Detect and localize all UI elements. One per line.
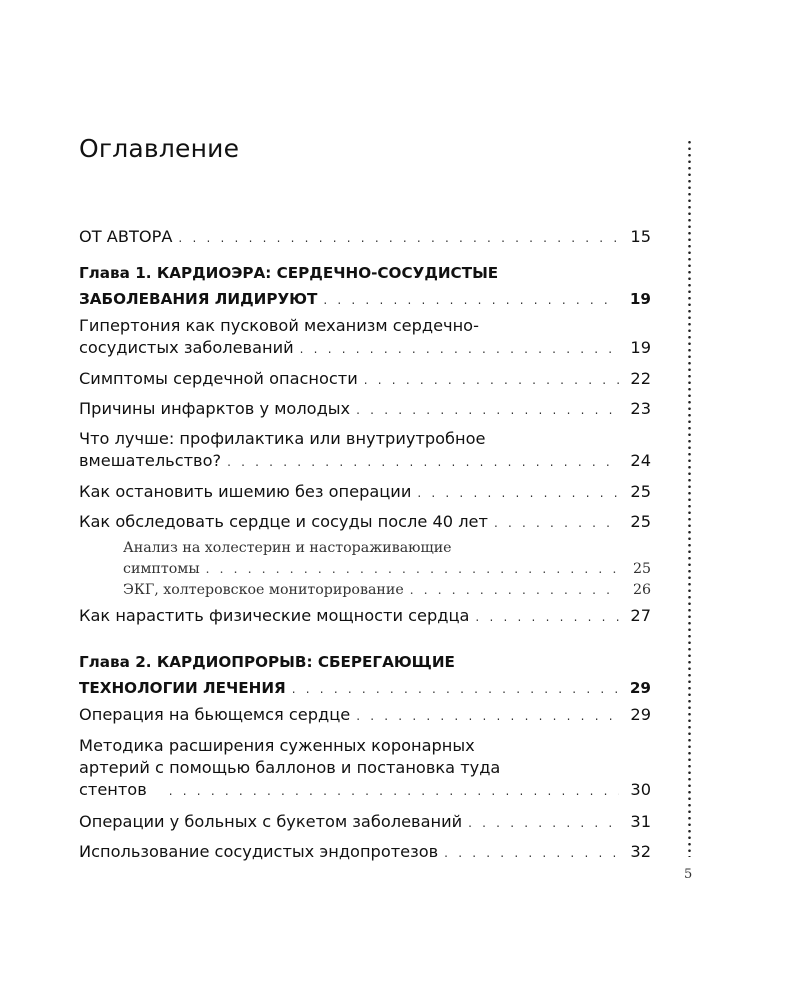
toc-entry-title-line2: сосудистых заболеваний xyxy=(79,338,294,357)
dot-leader xyxy=(206,559,619,580)
toc-entry-title-line1: Гипертония как пусковой механизм сердечно- xyxy=(79,316,479,335)
dot-leader xyxy=(300,338,619,360)
toc-entry-title-line2: симптомы xyxy=(123,561,200,577)
toc-page-number: 25 xyxy=(632,561,651,577)
toc-entry-title-line1: Глава 1. КАРДИОЭРА: СЕРДЕЧНО-СОСУДИСТЫЕ xyxy=(79,264,499,282)
toc-entry-title-line2: артерий с помощью баллонов и постановка туда xyxy=(79,758,501,777)
page-title: Оглавление xyxy=(79,134,240,163)
dotted-margin-rule xyxy=(688,139,691,857)
toc-entry-title-line1: Анализ на холестерин и настораживающие xyxy=(123,540,452,556)
toc-page-number: 19 xyxy=(630,338,651,357)
toc-page-number: 31 xyxy=(630,812,651,831)
toc-entry-stents[interactable] xyxy=(79,735,651,802)
toc-entry-title: ЭКГ, холтеровское мониторирование xyxy=(123,582,404,598)
toc-entry-title: ОТ АВТОРА xyxy=(79,227,173,246)
toc-entry-title-line1: Что лучше: профилактика или внутриутробное xyxy=(79,429,486,448)
toc-page-number: 27 xyxy=(630,606,651,625)
toc-entry-chapter-2[interactable] xyxy=(79,651,651,700)
dot-leader xyxy=(227,451,619,473)
dot-leader xyxy=(475,606,619,628)
toc-entry-title: Использование сосудистых эндопротезов xyxy=(79,842,439,861)
toc-entry-symptoms[interactable] xyxy=(79,368,651,391)
toc-subentry-ecg[interactable] xyxy=(123,580,651,601)
toc-entry-title-line2: ЗАБОЛЕВАНИЯ ЛИДИРУЮТ xyxy=(79,290,318,308)
dot-leader xyxy=(494,512,619,534)
toc-page-number: 15 xyxy=(630,227,651,246)
toc-entry-title-line2: вмешательство? xyxy=(79,451,222,470)
toc-entry-multiple-diseases[interactable] xyxy=(79,811,651,834)
toc-page-number: 19 xyxy=(629,290,651,308)
toc-entry-title: Симптомы сердечной опасности xyxy=(79,369,358,388)
toc-entry-title: Операции у больных с букетом заболеваний xyxy=(79,812,463,831)
toc-page-number: 22 xyxy=(630,369,651,388)
toc-entry-title: Как нарастить физические мощности сердца xyxy=(79,606,470,625)
dot-leader xyxy=(444,842,619,864)
toc-entry-title-line1: Методика расширения суженных коронарных xyxy=(79,736,475,755)
toc-page-number: 30 xyxy=(630,780,651,799)
toc-entry-title: Как обследовать сердце и сосуды после 40 лет xyxy=(79,512,488,531)
toc-entry-beating-heart[interactable] xyxy=(79,704,651,727)
toc-page-number: 24 xyxy=(630,451,651,470)
toc-entry-title: Как остановить ишемию без операции xyxy=(79,482,412,501)
dot-leader xyxy=(417,482,619,504)
toc-entry-prophylaxis[interactable] xyxy=(79,428,651,473)
toc-entry-title-line3: стентов xyxy=(79,780,147,799)
toc-entry-examination[interactable] xyxy=(79,511,651,534)
toc-entry-hypertension[interactable] xyxy=(79,315,651,360)
toc-subentry-cholesterol[interactable] xyxy=(123,538,651,580)
dot-leader xyxy=(292,678,619,700)
dot-leader xyxy=(356,705,619,727)
toc-entry-infarct-causes[interactable] xyxy=(79,398,651,421)
dot-leader xyxy=(356,399,619,421)
dot-leader xyxy=(323,289,619,311)
toc-entry-title: Операция на бьющемся сердце xyxy=(79,705,351,724)
dot-leader xyxy=(364,369,619,391)
toc-entry-ischemia[interactable] xyxy=(79,481,651,504)
toc-page-number: 29 xyxy=(630,705,651,724)
toc-entry-endoprostheses[interactable] xyxy=(79,841,651,864)
toc-entry-title-line2: ТЕХНОЛОГИИ ЛЕЧЕНИЯ xyxy=(79,679,286,697)
dot-leader xyxy=(410,580,619,601)
toc-entry-chapter-1[interactable] xyxy=(79,262,651,311)
toc-entry-title: Причины инфарктов у молодых xyxy=(79,399,351,418)
dot-leader xyxy=(178,227,619,249)
toc-entry-from-author[interactable] xyxy=(79,226,651,249)
toc-page-number: 32 xyxy=(630,842,651,861)
dot-leader xyxy=(169,780,619,802)
toc-entry-heart-power[interactable] xyxy=(79,605,651,628)
toc-entry-title-line1: Глава 2. КАРДИОПРОРЫВ: СБЕРЕГАЮЩИЕ xyxy=(79,653,455,671)
page-number: 5 xyxy=(684,867,693,882)
toc-page-number: 25 xyxy=(630,512,651,531)
toc-page-number: 25 xyxy=(630,482,651,501)
toc-page-number: 29 xyxy=(629,679,651,697)
toc-page-number: 23 xyxy=(630,399,651,418)
dot-leader xyxy=(468,812,619,834)
toc-page-number: 26 xyxy=(632,582,651,598)
